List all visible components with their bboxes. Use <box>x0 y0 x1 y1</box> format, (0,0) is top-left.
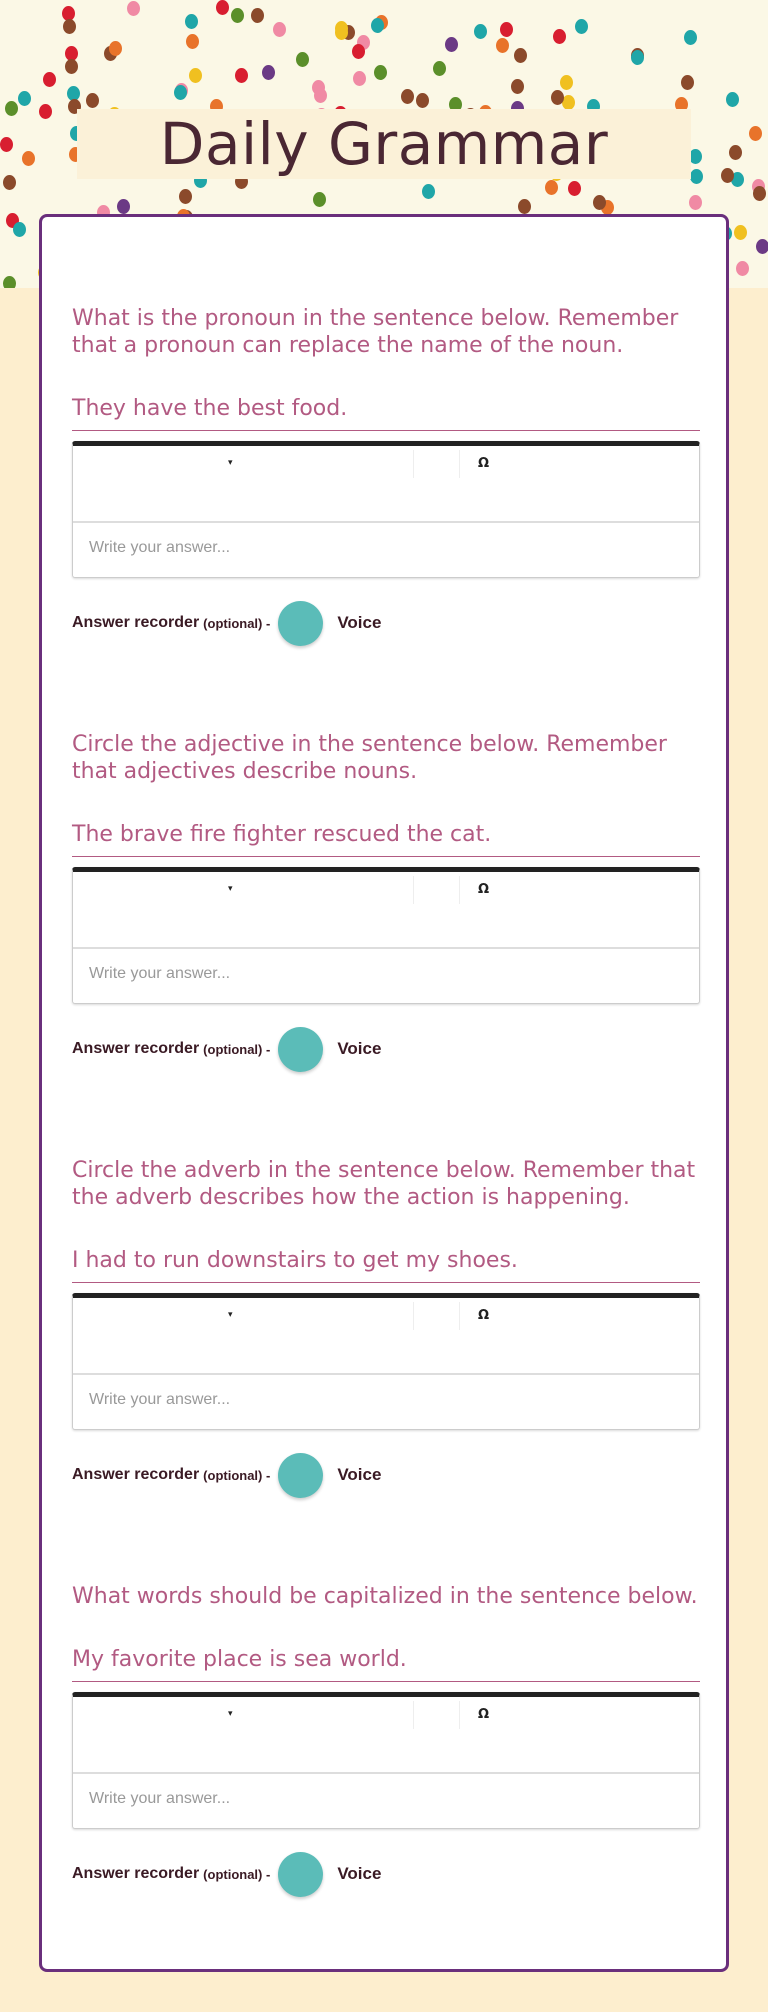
question-block <box>72 1157 700 1498</box>
confetti-dot <box>18 91 31 106</box>
toolbar-divider <box>459 450 460 478</box>
confetti-dot <box>514 48 527 63</box>
title-banner <box>77 109 691 179</box>
confetti-dot <box>0 137 13 152</box>
question-sentence: My favorite place is sea world. <box>72 1645 700 1682</box>
confetti-dot <box>216 0 229 15</box>
answer-input[interactable]: Write your answer... <box>73 947 699 1003</box>
confetti-dot <box>3 276 16 288</box>
confetti-dot <box>189 68 202 83</box>
format-dropdown-icon[interactable]: ▾ <box>228 884 233 894</box>
confetti-dot <box>721 168 734 183</box>
confetti-dot <box>553 29 566 44</box>
confetti-dot <box>185 14 198 29</box>
confetti-dot <box>690 169 703 184</box>
voice-label: Voice <box>337 1864 382 1883</box>
question-prompt: Circle the adjective in the sentence below. Remember that adjectives describe nouns. <box>72 732 667 784</box>
special-character-icon[interactable]: Ω <box>478 1707 490 1722</box>
confetti-dot <box>474 24 487 39</box>
recorder-label: Answer recorder <box>72 1865 200 1882</box>
confetti-dot <box>13 222 26 237</box>
recorder-label: Answer recorder <box>72 1466 200 1483</box>
recorder-label: Answer recorder <box>72 614 200 631</box>
question-prompt: What words should be capitalized in the sentence below. <box>72 1584 698 1609</box>
recorder-optional: (optional) - <box>203 615 271 631</box>
record-voice-button[interactable] <box>278 601 323 646</box>
confetti-dot <box>689 195 702 210</box>
recorder-optional: (optional) - <box>203 1866 271 1882</box>
confetti-dot <box>511 79 524 94</box>
confetti-dot <box>545 180 558 195</box>
confetti-dot <box>109 41 122 56</box>
question-sentence: I had to run downstairs to get my shoes. <box>72 1246 700 1283</box>
toolbar-divider <box>413 1701 414 1729</box>
confetti-dot <box>568 181 581 196</box>
page-title: Daily Grammar <box>159 110 609 178</box>
confetti-dot <box>296 52 309 67</box>
confetti-dot <box>401 89 414 104</box>
special-character-icon[interactable]: Ω <box>478 882 490 897</box>
record-voice-button[interactable] <box>278 1453 323 1498</box>
answer-editor <box>72 867 700 1004</box>
confetti-dot <box>22 151 35 166</box>
confetti-dot <box>314 88 327 103</box>
editor-toolbar <box>73 446 699 482</box>
confetti-dot <box>749 126 762 141</box>
confetti-dot <box>681 75 694 90</box>
voice-label: Voice <box>337 1465 382 1484</box>
format-dropdown-icon[interactable]: ▾ <box>228 458 233 468</box>
toolbar-divider <box>459 1701 460 1729</box>
confetti-dot <box>753 186 766 201</box>
confetti-dot <box>273 22 286 37</box>
special-character-icon[interactable]: Ω <box>478 456 490 471</box>
recorder-optional: (optional) - <box>203 1041 271 1057</box>
confetti-dot <box>313 192 326 207</box>
confetti-dot <box>729 145 742 160</box>
format-dropdown-icon[interactable]: ▾ <box>228 1709 233 1719</box>
question-sentence: The brave fire fighter rescued the cat. <box>72 820 700 857</box>
answer-input[interactable]: Write your answer... <box>73 1373 699 1429</box>
confetti-dot <box>371 18 384 33</box>
confetti-dot <box>251 8 264 23</box>
confetti-dot <box>374 65 387 80</box>
confetti-dot <box>65 59 78 74</box>
question-prompt: What is the pronoun in the sentence below. Remember that a pronoun can replace the name of the noun. <box>72 306 679 358</box>
confetti-dot <box>86 93 99 108</box>
editor-toolbar <box>73 1298 699 1334</box>
answer-recorder <box>72 1851 700 1897</box>
recorder-optional: (optional) - <box>203 1467 271 1483</box>
answer-recorder <box>72 1452 700 1498</box>
confetti-dot <box>3 175 16 190</box>
confetti-dot <box>736 261 749 276</box>
worksheet-card <box>39 214 729 1972</box>
voice-label: Voice <box>337 613 382 632</box>
confetti-dot <box>39 104 52 119</box>
confetti-dot <box>518 199 531 214</box>
confetti-dot <box>235 68 248 83</box>
record-voice-button[interactable] <box>278 1852 323 1897</box>
answer-editor <box>72 1293 700 1430</box>
answer-editor <box>72 441 700 578</box>
confetti-dot <box>631 50 644 65</box>
toolbar-divider <box>413 1302 414 1330</box>
confetti-dot <box>500 22 513 37</box>
answer-input[interactable]: Write your answer... <box>73 1772 699 1828</box>
confetti-dot <box>117 199 130 214</box>
format-dropdown-icon[interactable]: ▾ <box>228 1310 233 1320</box>
question-block <box>72 305 700 646</box>
confetti-dot <box>352 44 365 59</box>
question-block <box>72 1583 700 1897</box>
confetti-dot <box>416 93 429 108</box>
confetti-dot <box>179 189 192 204</box>
confetti-dot <box>445 37 458 52</box>
toolbar-divider <box>459 876 460 904</box>
confetti-dot <box>684 30 697 45</box>
answer-input[interactable]: Write your answer... <box>73 521 699 577</box>
confetti-dot <box>63 19 76 34</box>
question-prompt: Circle the adverb in the sentence below. Remember that the adverb describes how the action is happening. <box>72 1158 696 1210</box>
question-block <box>72 731 700 1072</box>
answer-recorder <box>72 600 700 646</box>
record-voice-button[interactable] <box>278 1027 323 1072</box>
confetti-dot <box>734 225 747 240</box>
answer-editor <box>72 1692 700 1829</box>
confetti-dot <box>496 38 509 53</box>
recorder-label: Answer recorder <box>72 1040 200 1057</box>
question-sentence: They have the best food. <box>72 394 700 431</box>
confetti-dot <box>186 34 199 49</box>
editor-toolbar <box>73 1697 699 1733</box>
confetti-dot <box>5 101 18 116</box>
confetti-dot <box>353 71 366 86</box>
confetti-dot <box>433 61 446 76</box>
special-character-icon[interactable]: Ω <box>478 1308 490 1323</box>
confetti-dot <box>262 65 275 80</box>
answer-recorder <box>72 1026 700 1072</box>
toolbar-divider <box>459 1302 460 1330</box>
confetti-dot <box>575 19 588 34</box>
confetti-dot <box>43 72 56 87</box>
confetti-dot <box>726 92 739 107</box>
confetti-dot <box>231 8 244 23</box>
toolbar-divider <box>413 450 414 478</box>
confetti-dot <box>422 184 435 199</box>
editor-toolbar <box>73 872 699 908</box>
confetti-dot <box>756 239 768 254</box>
confetti-dot <box>127 1 140 16</box>
toolbar-divider <box>413 876 414 904</box>
confetti-dot <box>560 75 573 90</box>
confetti-dot <box>335 21 348 36</box>
voice-label: Voice <box>337 1039 382 1058</box>
confetti-dot <box>174 85 187 100</box>
